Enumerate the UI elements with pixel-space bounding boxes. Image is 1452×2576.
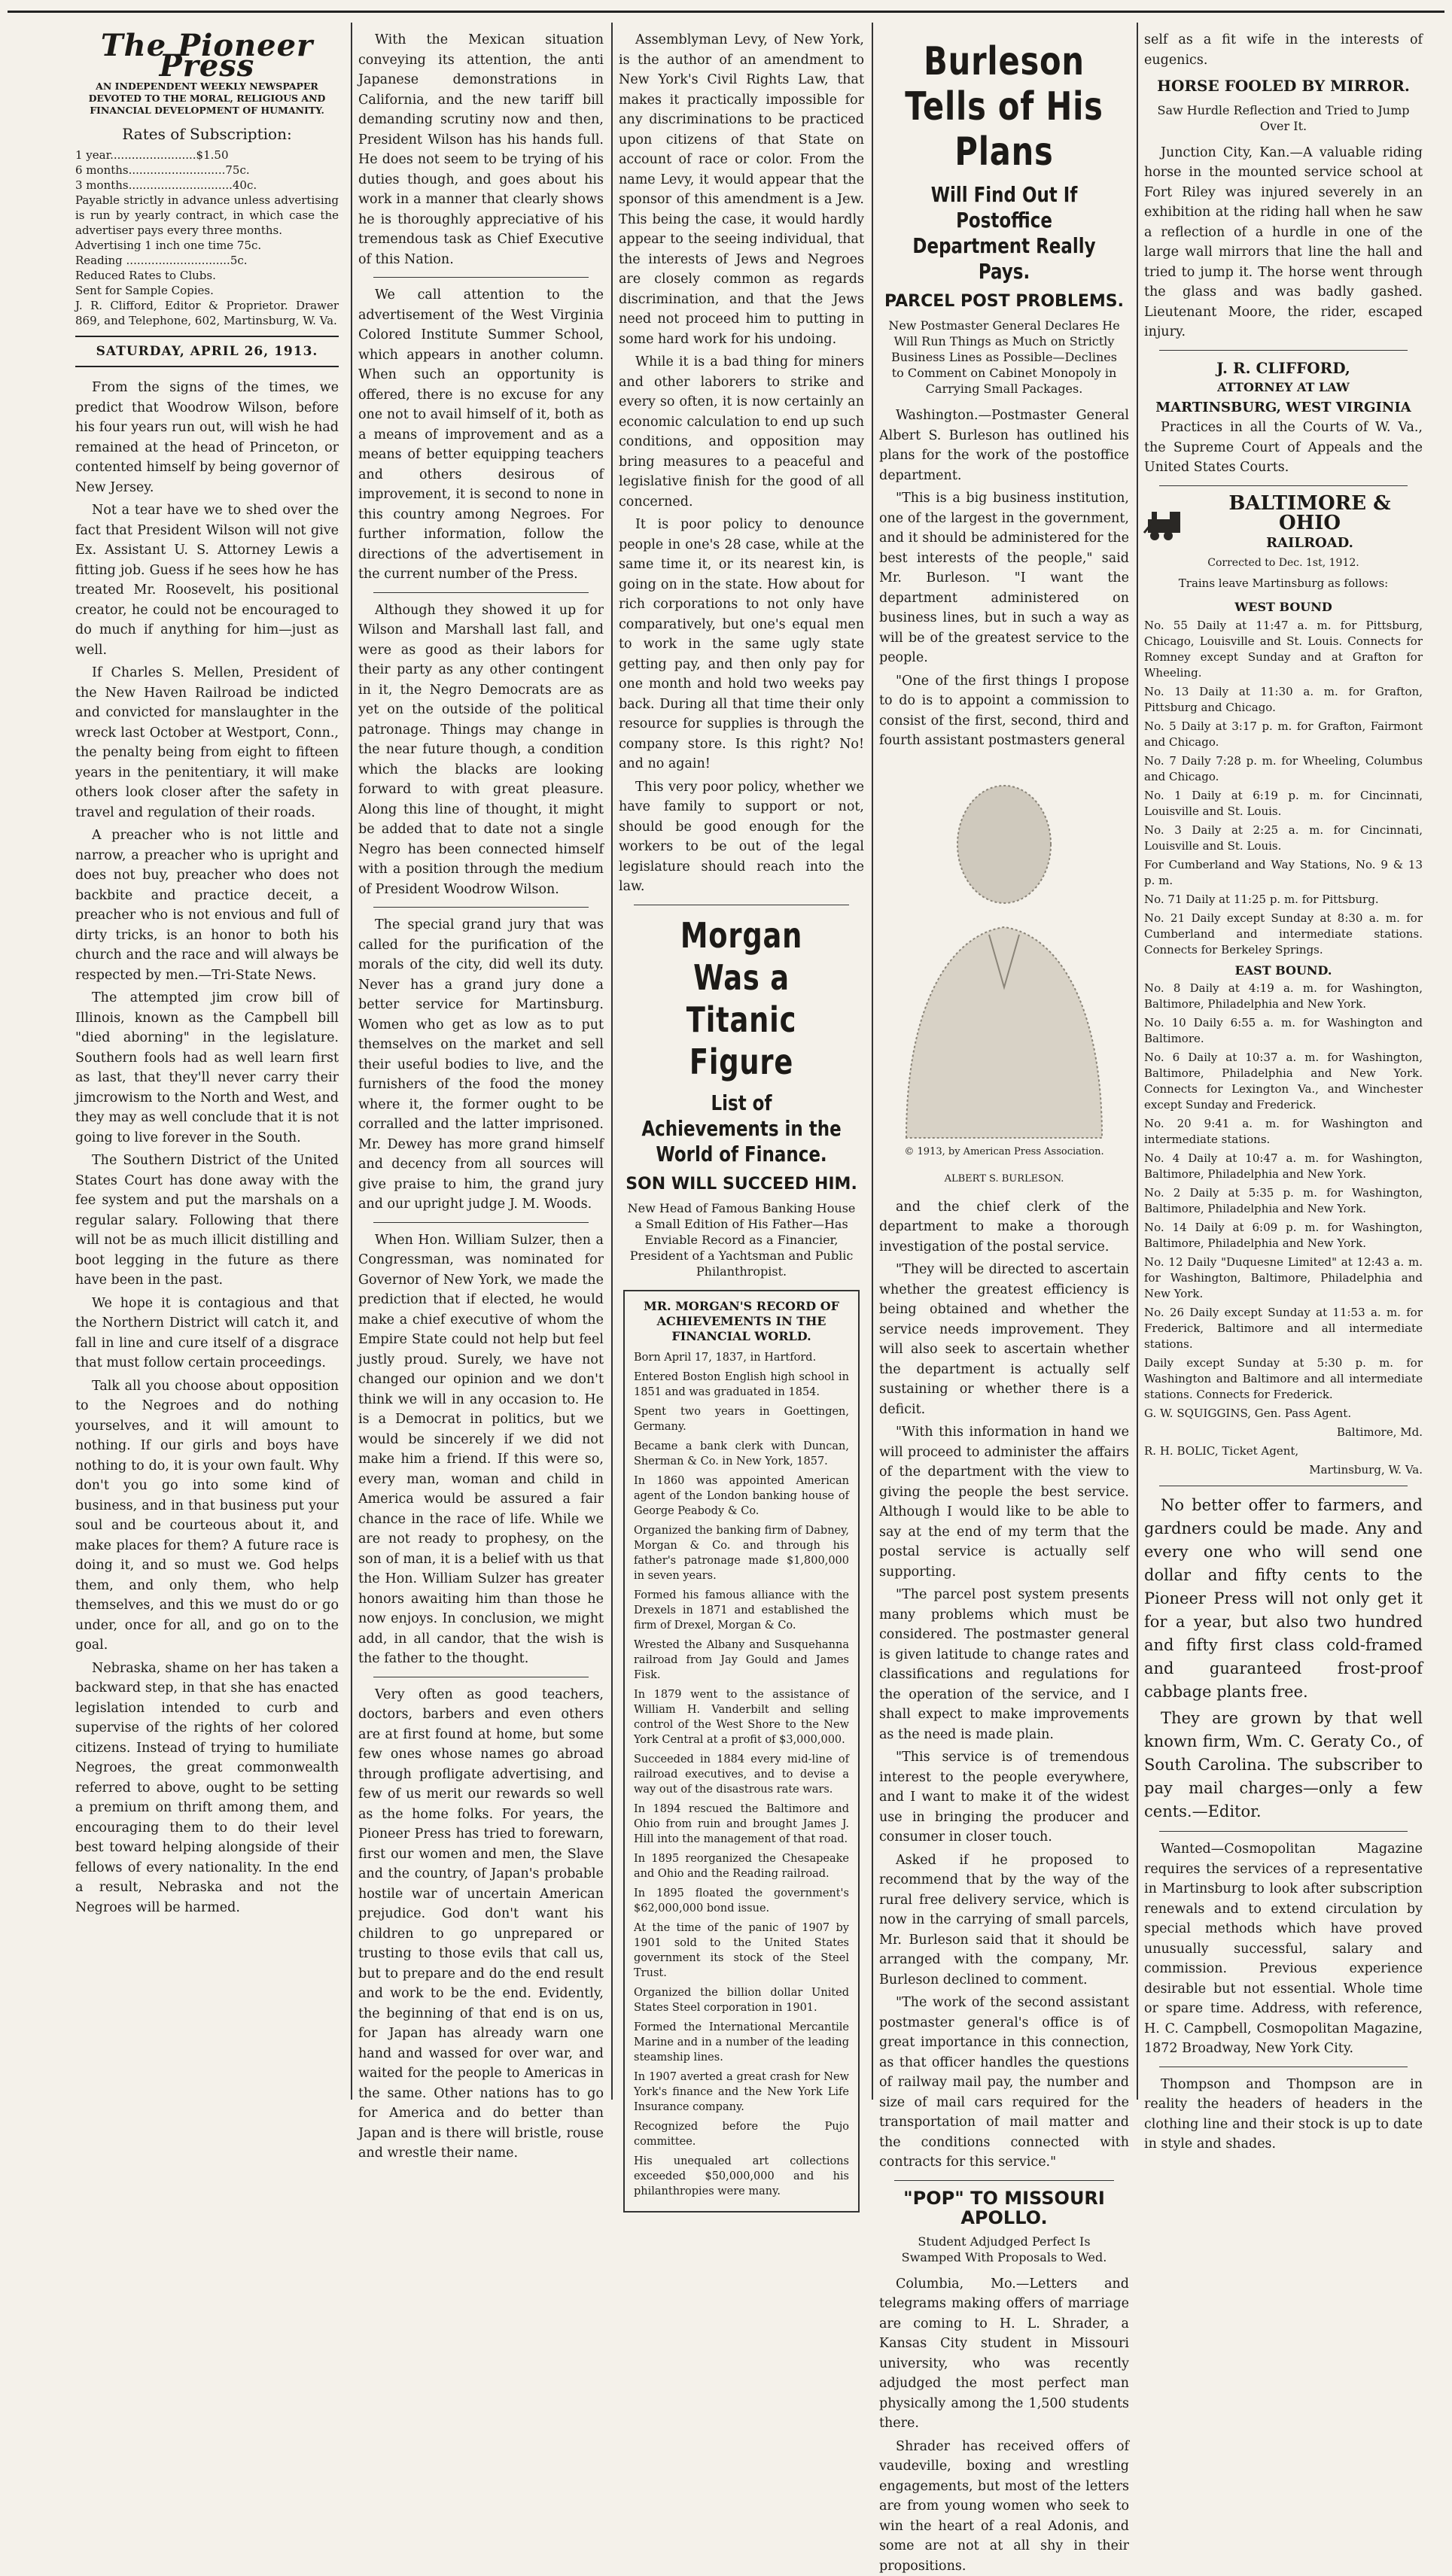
article-separator: [894, 2180, 1114, 2181]
record-item: In 1895 reorganized the Chesapeake and Ohio and the Reading railroad.: [634, 1851, 849, 1881]
train-entry: Daily except Sunday at 5:30 p. m. for Washington and Baltimore and all intermediate stations. Connects for Frederick.: [1144, 1355, 1423, 1403]
rates-note: Payable strictly in advance unless advertising is run by yearly contract, in which case the advertiser pays every three months.: [75, 193, 339, 238]
train-entry: No. 6 Daily at 10:37 a. m. for Washington, Baltimore, Philadelphia and New York. Connects for Lexington Va., and Winchester except Sunday and Frederick.: [1144, 1050, 1423, 1113]
train-entry: No. 2 Daily at 5:35 p. m. for Washington, Baltimore, Philadelphia and New York.: [1144, 1185, 1423, 1217]
article-paragraph: "This is a big business institution, one of the largest in the government, and it should be administered for the best interests of the people," said Mr. Burleson. "I want the department administered on business lines, but in such a way as will be of the greatest service to the people.: [879, 488, 1129, 668]
column-4: [879, 30, 1129, 2092]
article-paragraph: and the chief clerk of the department to make a thorough investigation of the postal service.: [879, 1197, 1129, 1258]
article-paragraph: The Southern District of the United States Court has done away with the fee system and put the marshals on a regular salary. Following that there will not be as much illicit distilling and boot legging in the future as there have been in the past.: [75, 1151, 339, 1291]
article-paragraph: If Charles S. Mellen, President of the New Haven Railroad be indicted and convicted for manslaughter in the wreck last October at Westport, Conn., the penalty being from eight to fifteen years in the penitentiary, it will make others look closer after the safety in travel and regulation of their roads.: [75, 663, 339, 823]
record-item: Recognized before the Pujo committee.: [634, 2119, 849, 2149]
horse-deck: Saw Hurdle Reflection and Tried to Jump Over It.: [1152, 102, 1415, 134]
train-entry: No. 5 Daily at 3:17 p. m. for Grafton, Fairmont and Chicago.: [1144, 719, 1423, 750]
rate-line: 1 year........................$1.50: [75, 148, 339, 163]
article-paragraph: Assemblyman Levy, of New York, is the author of an amendment to New York's Civil Rights Law, that makes it practically impossible for any discriminations to be practiced upon citizens of that State on account of race or color. From the name Levy, it would appear that the sponsor of this amendment is a Jew. This being the case, it would hardly appear to the seeing individual, that the interests of Jews and Negroes are closely common as regards discrimination, and that the Jews need not proceed him to putting in some hard work for his undoing.: [619, 30, 864, 349]
ad-rate-line: Advertising 1 inch one time 75c.: [75, 238, 339, 253]
article-separator: [373, 1222, 589, 1223]
article-paragraph: A preacher who is not little and narrow, a preacher who is upright and does not buy, preacher who does not backbite and practice deceit, a preacher who is not envious and full of dirty tricks, is an honor to both his church and the race and will always be respected by men.—Tri-State News.: [75, 826, 339, 985]
railroad-header: [1144, 494, 1423, 554]
issue-date: SATURDAY, APRIL 26, 1913.: [75, 336, 339, 368]
article-paragraph: "The work of the second assistant postmaster general's office is of great importance in this connection, as that officer handles the questions of railway mail pay, the number and size of mail cars required for the transportation of mail matter and the conditions connected with contracts for this service.": [879, 1993, 1129, 2173]
ticket-agent-city: Martinsburg, W. Va.: [1144, 1462, 1423, 1478]
pop-headline: "POP" TO MISSOURI APOLLO.: [879, 2188, 1129, 2228]
clifford-title: ATTORNEY AT LAW: [1144, 378, 1423, 398]
train-entry: No. 7 Daily 7:28 p. m. for Wheeling, Columbus and Chicago.: [1144, 753, 1423, 785]
morgan-headline: Morgan Was a Titanic Figure: [644, 914, 840, 1083]
train-entry: No. 55 Daily at 11:47 a. m. for Pittsburg, Chicago, Louisville and St. Louis. Connects for Romney except Sunday and at Grafton for Wheeling.: [1144, 618, 1423, 681]
top-rule: [8, 11, 1444, 13]
record-item: Formed the International Mercantile Marine and in a number of the leading steamship lines.: [634, 2020, 849, 2065]
train-entry: No. 3 Daily at 2:25 a. m. for Cincinnati, Louisville and St. Louis.: [1144, 823, 1423, 854]
burleson-deck: New Postmaster General Declares He Will Run Things as Much on Strictly Business Lines as Possible—Declines to Comment on Cabinet Monopoly in Carrying Small Packages.: [887, 318, 1122, 397]
railroad-intro: Trains leave Martinsburg as follows:: [1144, 573, 1423, 594]
east-bound-title: EAST BOUND.: [1144, 961, 1423, 981]
portrait-image: [891, 762, 1117, 1138]
publisher-line: J. R. Clifford, Editor & Proprietor. Drawer 869, and Telephone, 602, Martinsburg, W. Va.: [75, 298, 339, 328]
morgan-box-title: MR. MORGAN'S RECORD OF ACHIEVEMENTS IN THE FINANCIAL WORLD.: [634, 1299, 849, 1344]
rates-list: [75, 148, 339, 328]
train-entry: No. 1 Daily at 6:19 p. m. for Cincinnati, Louisville and St. Louis.: [1144, 788, 1423, 820]
record-item: Succeeded in 1884 every mid-line of railroad executives, and to devise a way out of the disastrous rate wars.: [634, 1752, 849, 1797]
cabbage-offer-2: They are grown by that well known firm, Wm. C. Geraty Co., of South Carolina. The subscriber to pay mail charges—only a few cents.—Editor.: [1144, 1707, 1423, 1823]
passenger-agent-city: Baltimore, Md.: [1144, 1425, 1423, 1440]
clifford-city: MARTINSBURG, WEST VIRGINIA: [1144, 398, 1423, 418]
record-item: Organized the billion dollar United States Steel corporation in 1901.: [634, 1985, 849, 2015]
column-rule: [351, 23, 352, 2100]
article-paragraph: self as a fit wife in the interests of eugenics.: [1144, 30, 1423, 70]
record-item: Born April 17, 1837, in Hartford.: [634, 1350, 849, 1365]
ticket-agent: R. H. BOLIC, Ticket Agent,: [1144, 1443, 1423, 1459]
thompson-ad: Thompson and Thompson are in reality the headers of headers in the clothing line and their stock is up to date in style and shades.: [1144, 2075, 1423, 2155]
morgan-subhead-2: SON WILL SUCCEED HIM.: [619, 1175, 864, 1194]
article-paragraph: It is poor policy to denounce people in one's 28 case, while at the same time it, or its nearest kin, is going on in the state. How about for rich corporations to not only have comparatively, but one's equal men to work in the same ugly state getting pay, and then only pay for one month and hold two weeks pay back. During all that time their only resource for supplies is through the company store. Is this right? No! and no again!: [619, 515, 864, 774]
article-paragraph: Talk all you choose about opposition to the Negroes and do nothing yourselves, and it will amount to nothing. If our girls and boys have nothing to do, it is your own fault. Why don't you go into some kind of business, and in that business put your soul and be courteous about it, and make places for them? A future race is doing it, and so must we. God helps them, and only them, who help themselves, and this we must do or go under, once for all, and go on to the goal.: [75, 1376, 339, 1656]
railroad-corrected: Corrected to Dec. 1st, 1912.: [1144, 553, 1423, 573]
article-paragraph: "One of the first things I propose to do is to appoint a commission to consist of the first, second, third and fourth assistant postmasters general: [879, 671, 1129, 751]
column-6: [1144, 30, 1423, 2092]
article-separator: [1159, 350, 1408, 351]
article-paragraph: Nebraska, shame on her has taken a backward step, in that she has enacted legislation intended to curb and supervise of the rights of her colored citizens. Instead of trying to humiliate Negroes, the great commonwealth referred to above, ought to be setting a premium on thrift among them, and encouraging them to do their level best toward helping alongside of their fellows of every nationality. In the end a result, Nebraska and not the Negroes will be harmed.: [75, 1659, 339, 1918]
burleson-subhead-2: PARCEL POST PROBLEMS.: [879, 292, 1129, 312]
railroad-sub: RAILROAD.: [1197, 534, 1423, 554]
ad-rate-line: Reading .............................5c.: [75, 253, 339, 268]
burleson-headline: Burleson Tells of His Plans: [904, 39, 1104, 175]
article-paragraph: From the signs of the times, we predict that Woodrow Wilson, before his four years run out, will wish he had remained at the head of Princeton, or contented himself by being governor of New Jersey.: [75, 378, 339, 497]
article-paragraph: The attempted jim crow bill of Illinois, known as the Campbell bill "died aborning" in the legislature. Southern fools had as well learn first as last, that they'll never carry their jimcrowism to the North and West, and they may as well conclude that it is not going to live forever in the South.: [75, 988, 339, 1148]
train-entry: No. 4 Daily at 10:47 a. m. for Washington, Baltimore, Philadelphia and New York.: [1144, 1151, 1423, 1182]
train-entry: No. 12 Daily "Duquesne Limited" at 12:43 a. m. for Washington, Baltimore, Philadelphia and New York.: [1144, 1255, 1423, 1302]
rate-line: 3 months.............................40c.: [75, 178, 339, 193]
article-paragraph: Although they showed it up for Wilson and Marshall last fall, and were as good as their labors for their party as any other contingent in it, the Negro Democrats are as yet on the outside of the political patronage. Things may change in the near future though, a condition which the blacks are looking forward to with great pleasure. Along this line of thought, it might be added that to date not a single Negro has been connected himself with a position through the medium of President Woodrow Wilson.: [358, 601, 604, 900]
clifford-name: J. R. CLIFFORD,: [1144, 358, 1423, 379]
passenger-agent: G. W. SQUIGGINS, Gen. Pass Agent.: [1144, 1406, 1423, 1422]
train-entry: For Cumberland and Way Stations, No. 9 & 13 p. m.: [1144, 857, 1423, 889]
article-paragraph: We call attention to the advertisement of the West Virginia Colored Institute Summer School, which appears in another column. When such an opportunity is offered, there is no excuse for any one not to avail himself of it, both as a means of improvement and as a means of better equipping teachers and others desirous of improvement, it is second to none in this country among Negroes. For further information, follow the directions of the advertisement in the current number of the Press.: [358, 285, 604, 585]
rate-line: 6 months...........................75c.: [75, 163, 339, 178]
article-paragraph: "This service is of tremendous interest to the people everywhere, and I want to make it of the widest use in bringing the producer and consumer in closer touch.: [879, 1747, 1129, 1848]
morgan-subhead: List of Achievements in the World of Finance.: [641, 1090, 842, 1167]
record-item: Entered Boston English high school in 1851 and was graduated in 1854.: [634, 1370, 849, 1400]
article-paragraph: Columbia, Mo.—Letters and telegrams making offers of marriage are coming to H. L. Shrader, a Kansas City student in Missouri university, who was recently adjudged the most perfect man physically among the 1,500 students there.: [879, 2274, 1129, 2434]
cabbage-offer: No better offer to farmers, and gardners could be made. Any and every one who will send one dollar and fifty cents to the Pioneer Press will not only get it for a year, but also two hundred and fifty first class cold-framed and guaranteed frost-proof cabbage plants free.: [1144, 1494, 1423, 1704]
clifford-text: Practices in all the Courts of W. Va., the Supreme Court of Appeals and the United States Courts.: [1144, 418, 1423, 478]
article-paragraph: We hope it is contagious and that the Northern District will catch it, and fall in line and cure itself of a disgrace that must follow certain proceedings.: [75, 1294, 339, 1373]
train-entry: No. 13 Daily at 11:30 a. m. for Grafton, Pittsburg and Chicago.: [1144, 684, 1423, 716]
railroad-name: BALTIMORE & OHIO: [1197, 494, 1423, 534]
portrait-caption: ALBERT S. BURLESON.: [879, 1169, 1129, 1190]
locomotive-icon: [1144, 504, 1189, 542]
horse-headline: HORSE FOOLED BY MIRROR.: [1144, 76, 1423, 96]
burleson-subhead: Will Find Out If Postoffice Department Really Pays.: [902, 182, 1107, 284]
masthead-title: The Pioneer Press: [75, 36, 339, 76]
record-item: Organized the banking firm of Dabney, Morgan & Co. and through his father's patronage made $1,800,000 in seven years.: [634, 1523, 849, 1583]
west-bound-title: WEST BOUND: [1144, 598, 1423, 618]
article-paragraph: This very poor policy, whether we have family to support or not, should be good enough for the workers to be out of the legal legislature should reach into the law.: [619, 777, 864, 897]
article-separator: [373, 277, 589, 278]
rates-title: Rates of Subscription:: [75, 124, 339, 144]
train-entry: No. 21 Daily except Sunday at 8:30 a. m. for Cumberland and intermediate stations. Connects for Berkeley Springs.: [1144, 911, 1423, 958]
morgan-deck: New Head of Famous Banking House a Small Edition of His Father—Has Enviable Record as a Financier, President of a Yachtsman and Public Philanthropist.: [626, 1200, 857, 1279]
article-paragraph: Junction City, Kan.—A valuable riding horse in the mounted service school at Fort Riley was injured severely in an exhibition at the riding hall when he saw a reflection of a hurdle in one of the large wall mirrors that line the hall and tried to jump it. The horse went through the glass and was badly gashed. Lieutenant Moore, the rider, escaped injury.: [1144, 143, 1423, 342]
article-paragraph: Asked if he proposed to recommend that by the way of the rural free delivery service, which is now in the carrying of small parcels, Mr. Burleson said that it should be arranged with the company, Mr. Burleson declined to comment.: [879, 1851, 1129, 1991]
train-entry: No. 20 9:41 a. m. for Washington and intermediate stations.: [1144, 1116, 1423, 1148]
article-paragraph: The special grand jury that was called for the purification of the morals of the city, did well its duty. Never has a grand jury done a better service for Martinsburg. Women who get as low as to put themselves on the market and sell their useful bodies to live, and the furnishers of the food the money where it, the former ought to be corralled and the latter imprisoned. Mr. Dewey has more grand himself and decency from all sources will give praise to him, the grand jury and our upright judge J. M. Woods.: [358, 915, 604, 1215]
train-entry: No. 10 Daily 6:55 a. m. for Washington and Baltimore.: [1144, 1015, 1423, 1047]
record-item: In 1894 rescued the Baltimore and Ohio from ruin and brought James J. Hill into the management of that road.: [634, 1802, 849, 1847]
record-item: In 1879 went to the assistance of William H. Vanderbilt and selling control of the West Shore to the New York Central at a profit of $3,000,000.: [634, 1687, 849, 1747]
article-paragraph: Shrader has received offers of vaudeville, boxing and wrestling engagements, but most of the letters are from young women who seek to win the heart of a real Adonis, and some are not at all shy in their propositions.: [879, 2437, 1129, 2576]
train-entry: No. 8 Daily at 4:19 a. m. for Washington, Baltimore, Philadelphia and New York.: [1144, 981, 1423, 1012]
portrait-credit: © 1913, by American Press Association.: [879, 1142, 1129, 1163]
article-paragraph: Very often as good teachers, doctors, barbers and even others are at first found at home, but some few ones whose names go abroad through profligate advertising, and few of us merit our rewards so well as the home folks. For years, the Pioneer Press has tried to forewarn, first our women and men, the Slave and the country, of Japan's probable hostile war of uncertain American prejudice. God don't want his children to go unprepared or trusting to those evils that call us, but to prepare and do the end result and work to be the end. Evidently, the beginning of that end is on us, for Japan has already warn one hand and wassed for over war, and waited for the people to Americas in the same. Other nations has to go for America and do better than Japan and is there will bristle, rouse and wrestle their name.: [358, 1685, 604, 2164]
article-paragraph: When Hon. William Sulzer, then a Congressman, was nominated for Governor of New York, we made the prediction that if elected, he would make a chief executive of whom the Empire State could not help but feel justly proud. Surely, we have not changed our opinion and we don't think we will in any occasion to. He is a Democrat in politics, but we would be sincerely if we did not make him a friend. If this were so, every man, woman and child in America would be assured a fair chance in the race of life. While we are not ready to prophesy, on the son of man, it is a belief with us that the Hon. William Sulzer has greater honors awaiting him than those he now enjoys. In conclusion, we might add, in all candor, that the wish is the father to the thought.: [358, 1230, 604, 1669]
article-separator: [1159, 485, 1408, 486]
column-3: [619, 30, 864, 2092]
article-paragraph: "With this information in hand we will proceed to administer the affairs of the department with the view to giving the people the best service. Although I would like to be able to say at the end of my term that the postal service is actually self supporting.: [879, 1422, 1129, 1582]
masthead-subtitle: AN INDEPENDENT WEEKLY NEWSPAPER DEVOTED TO THE MORAL, RELIGIOUS AND FINANCIAL DEVELOPMENT OF HUMANITY.: [75, 81, 339, 117]
record-item: Wrested the Albany and Susquehanna railroad from Jay Gould and James Fisk.: [634, 1638, 849, 1683]
article-separator: [373, 592, 589, 593]
article-paragraph: While it is a bad thing for miners and other laborers to strike and every so often, it is now certainly an economic calculation to end up such conditions, and opposition may bring measures to a peaceful and legislative finish for the good of all concerned.: [619, 352, 864, 512]
ad-rate-line: Sent for Sample Copies.: [75, 283, 339, 298]
record-item: His unequaled art collections exceeded $50,000,000 and his philanthropies were many.: [634, 2154, 849, 2199]
article-separator: [1159, 1831, 1408, 1832]
morgan-record-box: [623, 1290, 860, 2213]
train-entry: No. 71 Daily at 11:25 p. m. for Pittsburg.: [1144, 892, 1423, 908]
record-item: Formed his famous alliance with the Drexels in 1871 and established the firm of Drexel, Morgan & Co.: [634, 1588, 849, 1633]
wanted-ad: Wanted—Cosmopolitan Magazine requires the services of a representative in Martinsburg to look after subscription renewals and to extend circulation by special methods which have proved unusually successful, salary and commission. Previous experience desirable but not essential. Whole time or spare time. Address, with reference, H. C. Campbell, Cosmopolitan Magazine, 1872 Broadway, New York City.: [1144, 1839, 1423, 2059]
burleson-portrait: [891, 762, 1117, 1138]
record-item: Became a bank clerk with Duncan, Sherman & Co. in New York, 1857.: [634, 1439, 849, 1469]
column-rule: [1137, 23, 1138, 2100]
train-entry: No. 14 Daily at 6:09 p. m. for Washington, Baltimore, Philadelphia and New York.: [1144, 1220, 1423, 1252]
pop-deck: Student Adjudged Perfect Is Swamped With Proposals to Wed.: [887, 2234, 1122, 2265]
article-paragraph: "The parcel post system presents many problems which must be considered. The postmaster general is given latitude to change rates and classifications and regulations for the operation of the service, and I shall expect to make improvements as the need is made plain.: [879, 1585, 1129, 1744]
record-item: At the time of the panic of 1907 by 1901 sold to the United States government its stock of the Steel Trust.: [634, 1921, 849, 1981]
article-paragraph: With the Mexican situation conveying its attention, the anti Japanese demonstrations in California, and the new tariff bill demanding scrutiny now and then, President Wilson has his hands full. He does not seem to be trying of his duties though, and goes about his work in a manner that clearly shows he is thoroughly appreciative of his tremendous task as Chief Executive of this Nation.: [358, 30, 604, 269]
column-rule: [611, 23, 613, 2100]
record-item: In 1895 floated the government's $62,000,000 bond issue.: [634, 1886, 849, 1916]
article-paragraph: Not a tear have we to shed over the fact that President Wilson will not give Ex. Assistant U. S. Attorney Lewis a fitting job. Guess if he sees how he has treated Mr. Roosevelt, his positional creator, he could not be encouraged to do much if anything for him—just as well.: [75, 500, 339, 660]
column-1: [75, 30, 339, 2092]
article-paragraph: "They will be directed to ascertain whether the greatest efficiency is being obtained and whether the service needs improvement. They will also seek to ascertain whether the department is actually self sustaining or whether there is a deficit.: [879, 1260, 1129, 1419]
record-item: In 1860 was appointed American agent of the London banking house of George Peabody & Co.: [634, 1474, 849, 1519]
record-item: Spent two years in Goettingen, Germany.: [634, 1404, 849, 1434]
record-item: In 1907 averted a great crash for New York's finance and the New York Life Insurance company.: [634, 2070, 849, 2115]
ad-rate-line: Reduced Rates to Clubs.: [75, 268, 339, 283]
train-entry: No. 26 Daily except Sunday at 11:53 a. m. for Frederick, Baltimore and all intermediate stations.: [1144, 1305, 1423, 1352]
article-paragraph: Washington.—Postmaster General Albert S. Burleson has outlined his plans for the work of the postoffice department.: [879, 406, 1129, 485]
article-separator: [373, 907, 589, 908]
column-2: [358, 30, 604, 2092]
column-rule: [872, 23, 873, 2100]
